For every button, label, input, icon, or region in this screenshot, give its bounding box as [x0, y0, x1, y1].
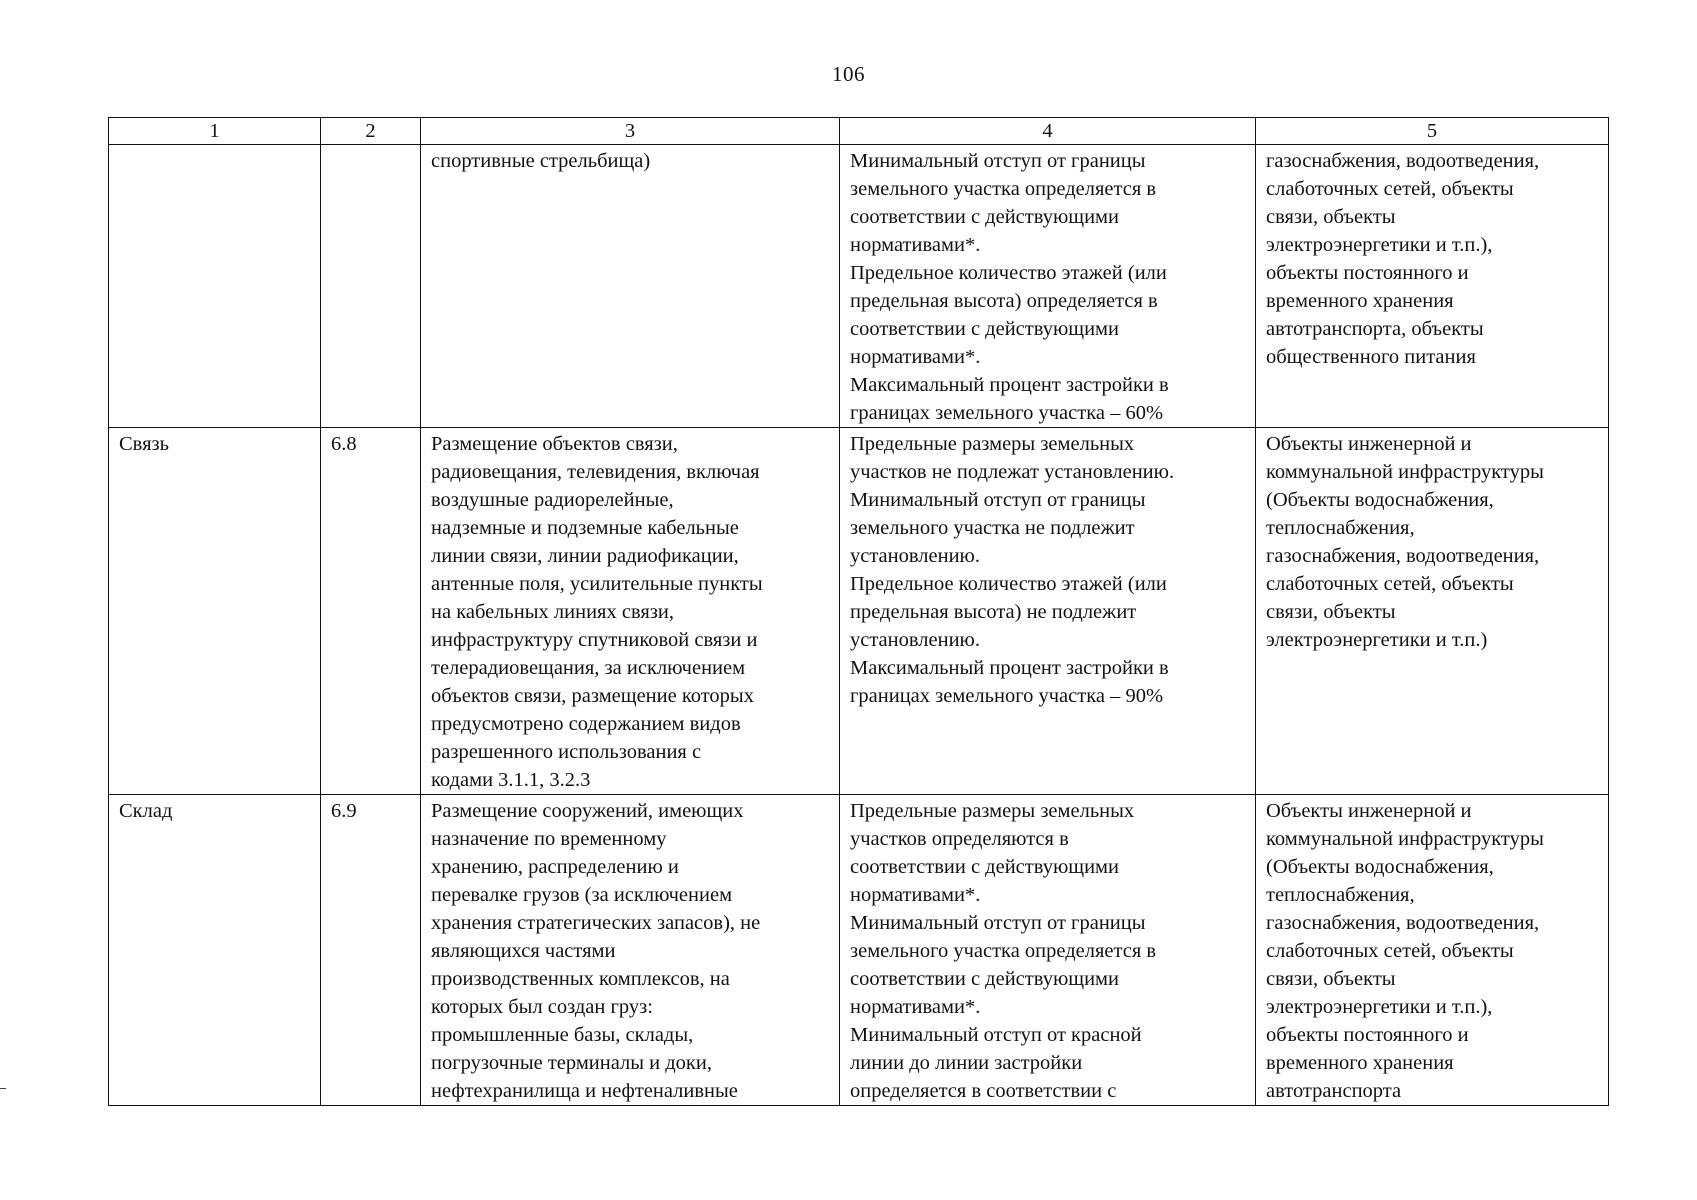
use-name-cell	[109, 428, 321, 795]
use-code: 6.8	[331, 433, 357, 455]
land-use-table	[108, 117, 1609, 1106]
auxiliary-uses-cell	[1256, 795, 1609, 1106]
auxiliary-uses-cell	[1256, 145, 1609, 428]
use-name: Склад	[119, 800, 173, 822]
use-name-cell	[109, 145, 321, 428]
use-name-cell	[109, 795, 321, 1106]
auxiliary-uses-text: Объекты инженерной и коммунальной инфраструктуры (Объекты водоснабжения, теплоснабжения, газоснабжения, водоотведения, слаботочных сетей, объекты связи, объекты электроэнергетики и т.п.), объекты постоянного и временного хранения автотранспорта	[1266, 800, 1544, 1102]
column-header-4: 4	[840, 118, 1256, 145]
page-number: 106	[832, 62, 865, 86]
column-header-1: 1	[109, 118, 321, 145]
column-header-5: 5	[1256, 118, 1609, 145]
table-row	[109, 795, 1609, 1106]
parameters-text: Предельные размеры земельных участков не подлежат установлению. Минимальный отступ от границы земельного участка не подлежит установлению. Предельное количество этажей (или предельная высота) не подлежит установлению. Максимальный процент застройки в границах земельного участка – 90%	[850, 433, 1175, 707]
auxiliary-uses-text: Объекты инженерной и коммунальной инфраструктуры (Объекты водоснабжения, теплоснабжения, газоснабжения, водоотведения, слаботочных сетей, объекты связи, объекты электроэнергетики и т.п.)	[1266, 433, 1544, 651]
use-code-cell	[321, 795, 421, 1106]
scan-edge-mark	[0, 1088, 6, 1089]
parameters-cell	[840, 145, 1256, 428]
auxiliary-uses-text: газоснабжения, водоотведения, слаботочных сетей, объекты связи, объекты электроэнергетики и т.п.), объекты постоянного и временного хранения автотранспорта, объекты общественного питания	[1266, 150, 1540, 368]
parameters-cell	[840, 795, 1256, 1106]
use-code: 6.9	[331, 800, 357, 822]
column-header-2: 2	[321, 118, 421, 145]
use-code-cell	[321, 428, 421, 795]
use-code-cell	[321, 145, 421, 428]
column-header-3: 3	[421, 118, 840, 145]
parameters-cell	[840, 428, 1256, 795]
table-header-row	[109, 118, 1609, 145]
parameters-text: Минимальный отступ от границы земельного участка определяется в соответствии с действующими нормативами*. Предельное количество этажей (или предельная высота) определяется в соответствии с действующими нормативами*. Максимальный процент застройки в границах земельного участка – 60%	[850, 150, 1169, 424]
use-description-cell	[421, 145, 840, 428]
use-name: Связь	[119, 433, 169, 455]
auxiliary-uses-cell	[1256, 428, 1609, 795]
use-description-cell	[421, 795, 840, 1106]
table-row	[109, 428, 1609, 795]
use-description: спортивные стрельбища)	[431, 150, 651, 172]
use-description: Размещение объектов связи, радиовещания, телевидения, включая воздушные радиорелейные, надземные и подземные кабельные линии связи, линии радиофикации, антенные поля, усилительные пункты на кабельных линиях связи, инфраструктуру спутниковой связи и телерадиовещания, за исключением объектов связи, размещение которых предусмотрено содержанием видов разрешенного использования с кодами 3.1.1, 3.2.3	[431, 433, 763, 791]
use-description-cell	[421, 428, 840, 795]
parameters-text: Предельные размеры земельных участков определяются в соответствии с действующими нормативами*. Минимальный отступ от границы земельного участка определяется в соответствии с действующими нормативами*. Минимальный отступ от красной линии до линии застройки определяется в соответствии с	[850, 800, 1157, 1102]
table-row	[109, 145, 1609, 428]
use-description: Размещение сооружений, имеющих назначение по временному хранению, распределению и перевалке грузов (за исключением хранения стратегических запасов), не являющихся частями производственных комплексов, на которых был создан груз: промышленные базы, склады, погрузочные терминалы и доки, нефтехранилища и нефтеналивные	[431, 800, 761, 1102]
